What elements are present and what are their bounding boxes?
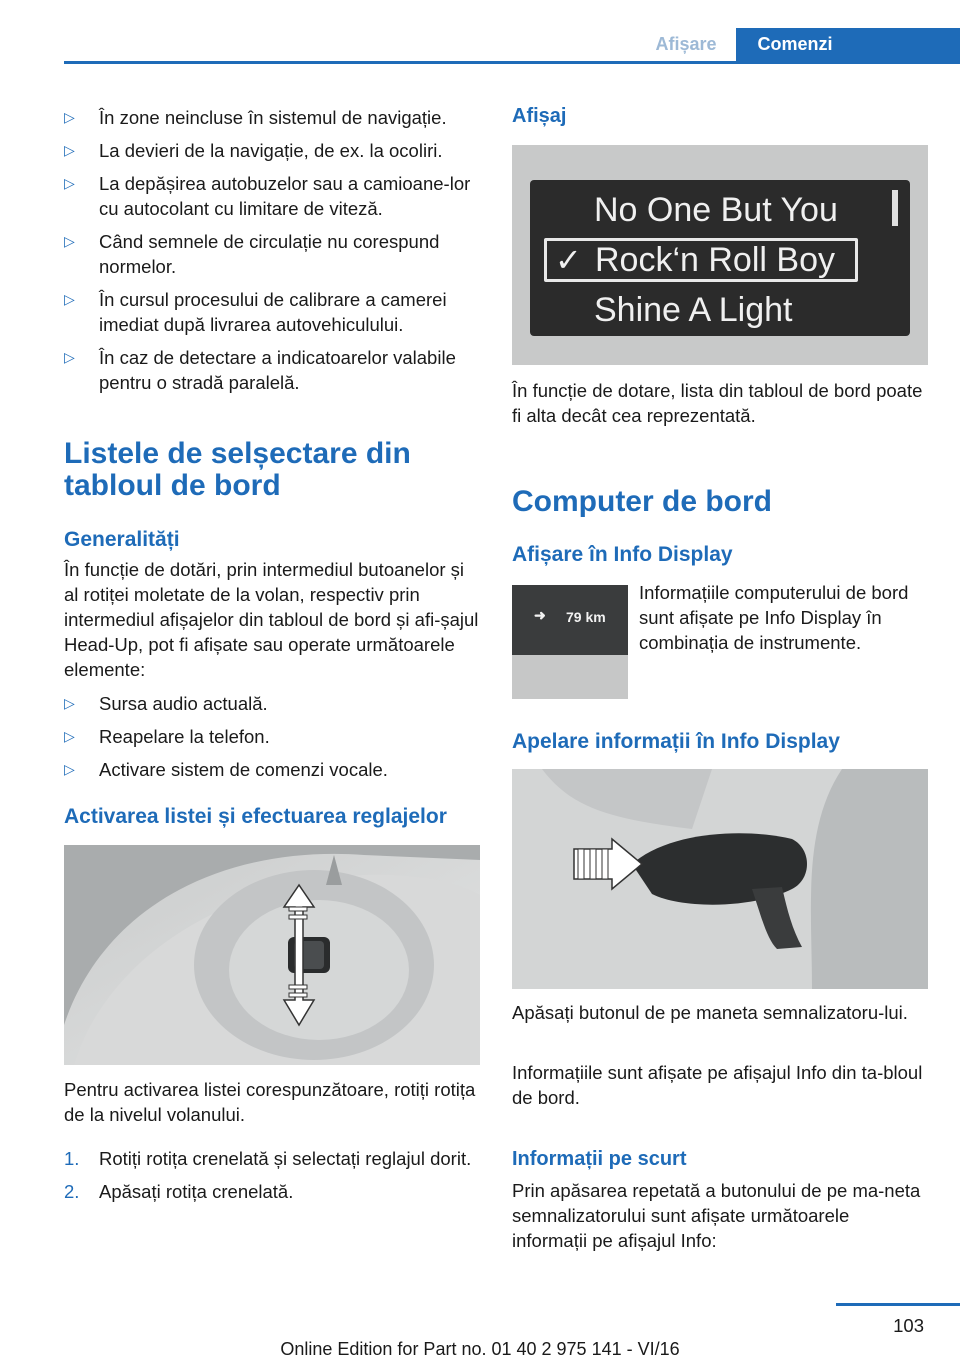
list-item — [64, 1146, 480, 1171]
info-display-value: 79 km — [566, 609, 606, 625]
paragraph-info-display: Informațiile computerului de bord sunt afișate pe Info Display în combinația de instrumente. — [639, 582, 909, 653]
bullet-list-conditions — [64, 105, 480, 395]
triangle-bullet-icon: ▷ — [64, 233, 75, 249]
display-item-1: No One But You — [594, 191, 838, 229]
bullet-list-elements — [64, 691, 480, 782]
list-item — [64, 287, 480, 337]
heading-selection-lists: Listele de selșectare din tabloul de bord — [64, 437, 411, 502]
footer-rule — [836, 1303, 960, 1306]
header-tab-chapter-label: Comenzi — [757, 34, 833, 54]
list-item — [64, 229, 480, 279]
triangle-bullet-icon: ▷ — [64, 728, 75, 744]
heading-general: Generalități — [64, 528, 180, 551]
numbered-steps — [64, 1146, 480, 1204]
display-selection-frame — [544, 238, 858, 282]
heading-info-display: Afișare în Info Display — [512, 543, 733, 566]
scrollbar-thumb — [892, 190, 898, 226]
list-item — [64, 171, 480, 221]
paragraph-short-info: Prin apăsarea repetată a butonului de pe ma-neta semnalizatorului sunt afișate următoarele informații pe afișajul Info: — [512, 1180, 921, 1251]
triangle-bullet-icon: ▷ — [64, 291, 75, 307]
triangle-bullet-icon: ▷ — [64, 109, 75, 125]
checkmark-icon: ✓ — [555, 242, 582, 278]
triangle-bullet-icon: ▷ — [64, 761, 75, 777]
steering-wheel-illustration — [64, 845, 480, 1065]
step-text: Rotiți rotița crenelată și selectați reglajul dorit. — [99, 1148, 472, 1169]
list-item-text: Când semnele de circulație nu corespund normelor. — [99, 231, 440, 277]
list-item — [64, 691, 480, 716]
display-list-image — [512, 145, 928, 365]
step-number: 1. — [64, 1148, 80, 1169]
triangle-bullet-icon: ▷ — [64, 349, 75, 365]
list-item — [64, 724, 480, 749]
list-item-text: Reapelare la telefon. — [99, 726, 270, 747]
display-screen — [530, 180, 910, 336]
header-tab-section: Afișare — [655, 34, 717, 54]
list-item-text: Sursa audio actuală. — [99, 693, 268, 714]
heading-computer: Computer de bord — [512, 485, 772, 518]
paragraph-info-shown: Informațiile sunt afișate pe afișajul Info din ta-bloul de bord. — [512, 1062, 923, 1108]
page-number: 103 — [893, 1315, 924, 1336]
info-display-image — [512, 585, 628, 699]
header-rule — [64, 61, 960, 64]
range-arrow-icon: ➜ — [534, 607, 546, 623]
list-item-text: În cursul procesului de calibrare a camerei imediat după livrarea autovehiculului. — [99, 289, 447, 335]
triangle-bullet-icon: ▷ — [64, 175, 75, 191]
paragraph-general: În funcție de dotări, prin intermediul butoanelor și al rotiței moletate de la volan, respectiv prin intermediul afișajelor din tabloul de bord și afi-șajul Head-Up, pot fi afișate sau operate următoarele elemente: — [64, 559, 479, 680]
paragraph-activate: Pentru activarea listei corespunzătoare, rotiți rotița de la nivelul volanului. — [64, 1079, 476, 1125]
turn-signal-lever-illustration — [512, 769, 928, 989]
list-item — [64, 345, 480, 395]
heading-activate-list: Activarea listei și efectuarea reglajelor — [64, 805, 447, 828]
list-item-text: La devieri de la navigație, de ex. la ocoliri. — [99, 140, 443, 161]
paragraph-display: În funcție de dotare, lista din tabloul de bord poate fi alta decât cea reprezentată. — [512, 380, 923, 426]
triangle-bullet-icon: ▷ — [64, 695, 75, 711]
list-item-text: La depășirea autobuzelor sau a camioane-lor cu autocolant cu limitare de viteză. — [99, 173, 471, 219]
step-text: Apăsați rotița crenelată. — [99, 1181, 294, 1202]
footer-edition: Online Edition for Part no. 01 40 2 975 141 - VI/16 — [280, 1339, 680, 1359]
heading-short-info: Informații pe scurt — [512, 1148, 687, 1170]
heading-call-info: Apelare informații în Info Display — [512, 730, 840, 753]
list-item — [64, 138, 480, 163]
step-number: 2. — [64, 1181, 80, 1202]
list-item — [64, 105, 480, 130]
header-tab-chapter — [736, 28, 960, 64]
triangle-bullet-icon: ▷ — [64, 142, 75, 158]
list-item-text: În zone neincluse în sistemul de navigație. — [99, 107, 447, 128]
display-item-2: Rock‘n Roll Boy — [595, 241, 835, 279]
heading-display: Afișaj — [512, 105, 567, 127]
list-item-text: Activare sistem de comenzi vocale. — [99, 759, 388, 780]
list-item — [64, 757, 480, 782]
display-item-3: Shine A Light — [594, 291, 793, 329]
paragraph-press-button: Apăsați butonul de pe maneta semnalizatoru-lui. — [512, 1002, 908, 1023]
info-display-screen — [512, 585, 628, 655]
list-item-text: În caz de detectare a indicatoarelor valabile pentru o stradă paralelă. — [99, 347, 456, 393]
list-item — [64, 1179, 480, 1204]
